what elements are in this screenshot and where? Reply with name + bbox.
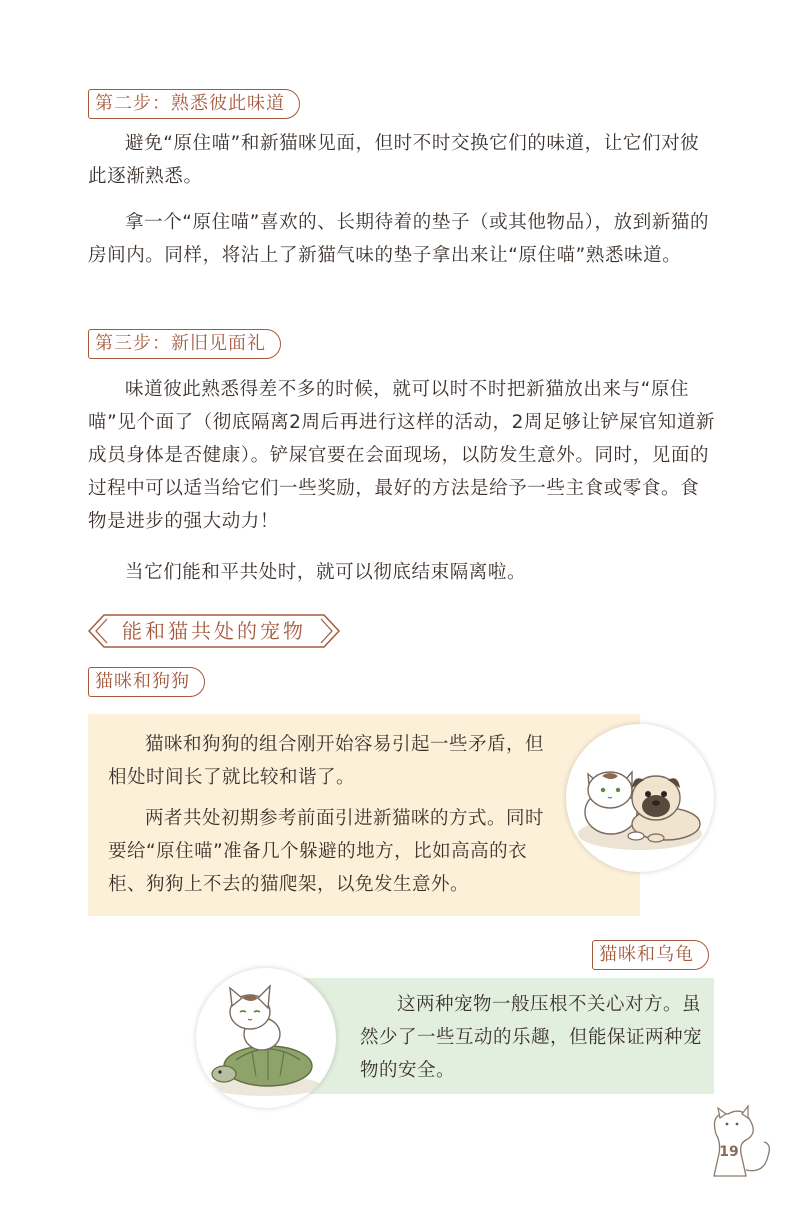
cat-turtle-illustration	[196, 968, 336, 1108]
step3-heading: 第三步：新旧见面礼	[88, 329, 281, 359]
cat-dog-paragraph-1: 猫咪和狗狗的组合刚开始容易引起一些矛盾，但相处时间长了就比较和谐了。	[108, 734, 545, 788]
step2-heading: 第二步：熟悉彼此味道	[88, 89, 300, 119]
step3-paragraph-1: 味道彼此熟悉得差不多的时候，就可以时不时把新猫放出来与“原住喵”见个面了（彻底隔离2周后再进行这样的活动，2周足够让铲屎官知道新成员身体是否健康）。铲屎官要在会面现场，以防发生意外。同时，见面的过程中可以适当给它们一些奖励，最好的方法是给予一些主食或零食。食物是进步的强大动力！	[88, 379, 716, 532]
cat-dog-box	[88, 714, 640, 916]
section-banner	[88, 614, 340, 648]
cat-turtle-tag: 猫咪和乌龟	[592, 940, 709, 970]
section-title: 能和猫共处的宠物	[122, 619, 306, 643]
cat-turtle-paragraph-1: 这两种宠物一般压根不关心对方。虽然少了一些互动的乐趣，但能保证两种宠物的安全。	[360, 994, 703, 1081]
cat-dog-illustration	[566, 724, 714, 872]
cat-on-turtle-icon	[196, 968, 336, 1108]
cat-and-dog-icon	[566, 724, 714, 872]
cat-dog-tag: 猫咪和狗狗	[88, 667, 205, 697]
cat-turtle-box	[300, 978, 714, 1094]
cat-dog-paragraph-2: 两者共处初期参考前面引进新猫咪的方式。同时要给“原住喵”准备几个躲避的地方，比如高高的衣柜、狗狗上不去的猫爬架，以免发生意外。	[108, 808, 545, 895]
page-number: 19	[719, 1144, 739, 1160]
step2-paragraph-2: 拿一个“原住喵”喜欢的、长期待着的垫子（或其他物品），放到新猫的房间内。同样，将沾上了新猫气味的垫子拿出来让“原住喵”熟悉味道。	[88, 212, 710, 266]
cat-doodle-icon	[698, 1104, 778, 1182]
step2-paragraph-1: 避免“原住喵”和新猫咪见面，但时不时交换它们的味道，让它们对彼此逐渐熟悉。	[88, 133, 700, 187]
step3-paragraph-2: 当它们能和平共处时，就可以彻底结束隔离啦。	[125, 562, 527, 583]
